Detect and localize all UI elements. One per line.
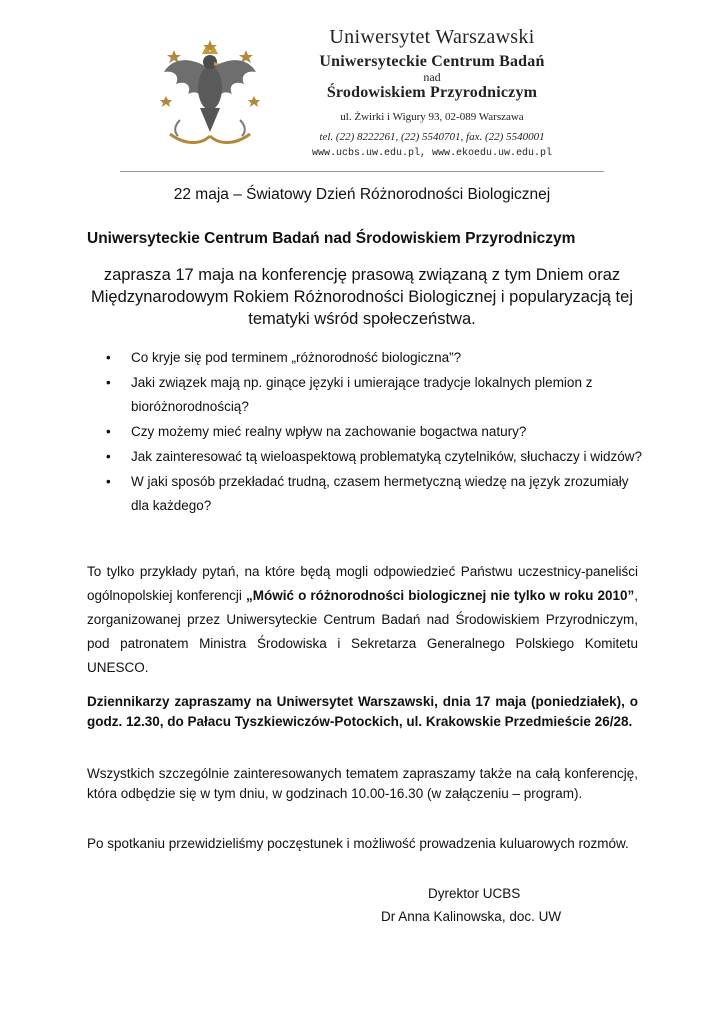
university-name: Uniwersytet Warszawski <box>329 26 535 48</box>
signature-name: Dr Anna Kalinowska, doc. UW <box>381 909 562 924</box>
refreshments-note: Po spotkaniu przewidzieliśmy poczęstunek i możliwość prowadzenia kuluarowych rozmów. <box>87 836 629 851</box>
questions-list <box>87 346 647 519</box>
list-item <box>87 371 647 419</box>
list-item <box>87 445 647 469</box>
address: ul. Żwirki i Wigury 93, 02-089 Warszawa <box>340 111 524 123</box>
signature-title: Dyrektor UCBS <box>428 886 521 901</box>
invitation-text: zaprasza 17 maja na konferencję prasową związaną z tym Dniem oraz Międzynarodowym Rokiem Różnorodności Biologicznej i popularyzacją tej tematyki wśród społeczeństwa. <box>90 266 633 328</box>
question-text: Jaki związek mają np. ginące języki i umierające tradycje lokalnych plemion z bioróżnorodnością? <box>131 375 593 414</box>
list-item <box>87 420 647 444</box>
eagle-emblem-icon <box>150 36 284 154</box>
journalists-invitation: Dziennikarzy zapraszamy na Uniwersytet Warszawski, dnia 17 maja (poniedziałek), o godz. 12.30, do Pałacu Tyszkiewiczów-Potockich, ul. Krakowskie Przedmieście 26/28. <box>87 694 638 729</box>
bullet-icon: • <box>106 350 111 365</box>
phone-fax: tel. (22) 8222261, (22) 5540701, fax. (22) 5540001 <box>319 131 545 143</box>
full-conference-invitation: Wszystkich szczególnie zainteresowanych tematem zapraszamy także na całą konferencję, która odbędzie się w tym dniu, w godzinach 10.00-16.30 (w załączeniu – program). <box>87 766 638 801</box>
bullet-icon: • <box>106 375 111 390</box>
bullet-icon: • <box>106 449 111 464</box>
websites: www.ucbs.uw.edu.pl, www.ekoedu.uw.edu.pl <box>311 148 553 159</box>
question-text: Czy możemy mieć realny wpływ na zachowanie bogactwa natury? <box>131 424 527 439</box>
center-name-line1: Uniwersyteckie Centrum Badań <box>319 53 545 70</box>
organization-heading: Uniwersyteckie Centrum Badań nad Środowiskiem Przyrodniczym <box>87 230 576 247</box>
conference-paragraph-rest: , zorganizowanej przez Uniwersyteckie Centrum Badań nad Środowiskiem Przyrodniczym, pod patronatem Ministra Środowiska i Sekretarza Generalnego Polskiego Komitetu UNESCO. <box>87 588 638 675</box>
center-name-line2: Środowiskiem Przyrodniczym <box>326 84 538 101</box>
conference-paragraph <box>87 560 638 680</box>
list-item <box>87 346 647 370</box>
question-text: Jak zainteresować tą wieloaspektową problematyką czytelników, słuchaczy i widzów? <box>131 449 642 464</box>
date-heading: 22 maja – Światowy Dzień Różnorodności Biologicznej <box>173 186 551 203</box>
letterhead <box>0 0 724 172</box>
conference-title: „Mówić o różnorodności biologicznej nie tylko w roku 2010” <box>246 588 635 603</box>
question-text: W jaki sposób przekładać trudną, czasem hermetyczną wiedzę na język zrozumiały dla każdego? <box>131 474 629 513</box>
center-name-nad: nad <box>423 70 441 84</box>
header-divider <box>120 171 604 172</box>
list-item <box>87 470 647 518</box>
bullet-icon: • <box>106 474 111 489</box>
conference-paragraph-intro: To tylko przykłady pytań, na które będą mogli odpowiedzieć Państwu uczestnicy-paneliści ogólnopolskiej konferencji <box>87 564 638 603</box>
letterhead-text <box>272 24 592 160</box>
bullet-icon: • <box>106 424 111 439</box>
question-text: Co kryje się pod terminem „różnorodność biologiczna”? <box>131 350 462 365</box>
